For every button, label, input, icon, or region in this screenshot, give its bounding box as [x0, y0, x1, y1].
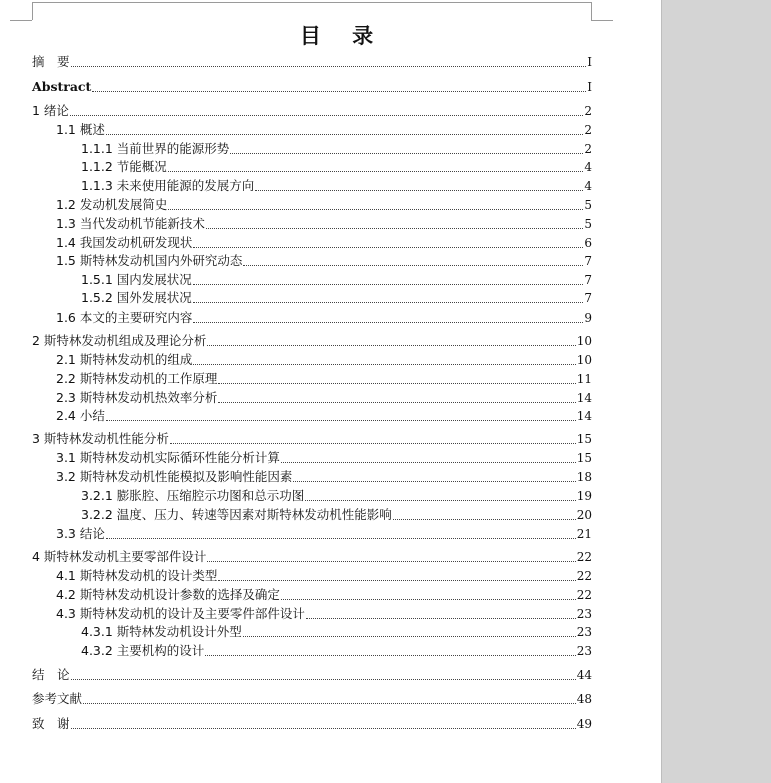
- toc-entry-label: 1.1.3 未来使用能源的发展方向: [81, 178, 255, 193]
- toc-page-number: 2: [584, 123, 592, 137]
- toc-entry[interactable]: [56, 587, 592, 603]
- toc-entry-label: 1.1.2 节能概况: [81, 159, 167, 174]
- toc-leader-dots: [206, 227, 584, 229]
- toc-page-number: 6: [584, 236, 592, 250]
- toc-entry[interactable]: [81, 507, 592, 523]
- toc-entry-label: 4.3.2 主要机构的设计: [81, 643, 205, 658]
- toc-page-number: 10: [576, 353, 592, 367]
- toc-entry-label: 3.2 斯特林发动机性能模拟及影响性能因素: [56, 469, 293, 484]
- toc-page-number: 4: [584, 160, 592, 174]
- toc-leader-dots: [92, 90, 586, 92]
- toc-page-number: 48: [576, 692, 592, 706]
- toc-page-number: 18: [576, 470, 592, 484]
- toc-entry[interactable]: [56, 253, 592, 269]
- crop-mark-top-left: [32, 2, 55, 20]
- toc-entry[interactable]: [56, 408, 592, 424]
- toc-page-number: 20: [576, 508, 592, 522]
- toc-entry[interactable]: [32, 431, 592, 447]
- toc-entry-label: 4 斯特林发动机主要零部件设计: [32, 549, 207, 564]
- toc-entry-label: 2.2 斯特林发动机的工作原理: [56, 371, 218, 386]
- toc-leader-dots: [218, 382, 575, 384]
- toc-leader-dots: [207, 560, 575, 562]
- toc-leader-dots: [168, 170, 584, 172]
- toc-page-number: 15: [576, 451, 592, 465]
- toc-entry[interactable]: [56, 450, 592, 466]
- toc-entry[interactable]: [32, 79, 592, 95]
- toc-page-number: I: [587, 80, 592, 94]
- toc-leader-dots: [70, 114, 583, 116]
- toc-leader-dots: [306, 617, 576, 619]
- toc-entry-label: 2.3 斯特林发动机热效率分析: [56, 390, 218, 405]
- toc-entry[interactable]: [32, 333, 592, 349]
- toc-entry-label: 1.3 当代发动机节能新技术: [56, 216, 205, 231]
- toc-leader-dots: [243, 635, 576, 637]
- toc-leader-dots: [193, 301, 584, 303]
- toc-leader-dots: [293, 480, 575, 482]
- toc-entry[interactable]: [81, 488, 592, 504]
- toc-entry[interactable]: [81, 178, 592, 194]
- toc-leader-dots: [305, 499, 575, 501]
- toc-page-number: 23: [576, 644, 592, 658]
- toc-leader-dots: [255, 189, 583, 191]
- toc-entry[interactable]: [81, 159, 592, 175]
- toc-page-number: 22: [576, 569, 592, 583]
- toc-entry-label: 1.5.1 国内发展状况: [81, 272, 192, 287]
- toc-leader-dots: [168, 208, 583, 210]
- toc-entry[interactable]: [32, 103, 592, 119]
- toc-entry-label: 4.3 斯特林发动机的设计及主要零件部件设计: [56, 606, 305, 621]
- toc-page-number: 23: [576, 607, 592, 621]
- toc-leader-dots: [218, 579, 575, 581]
- toc-entry-label: 1.1 概述: [56, 122, 105, 137]
- toc-entry[interactable]: [56, 526, 592, 542]
- toc-entry-label: 2.1 斯特林发动机的组成: [56, 352, 193, 367]
- toc-title: 目 录: [299, 23, 386, 48]
- toc-entry-label: 1.5 斯特林发动机国内外研究动态: [56, 253, 243, 268]
- toc-leader-dots: [281, 598, 576, 600]
- toc-entry[interactable]: [81, 624, 592, 640]
- toc-page-number: 4: [584, 179, 592, 193]
- toc-page-number: 22: [576, 588, 592, 602]
- toc-entry[interactable]: [32, 716, 592, 732]
- toc-page-number: 22: [576, 550, 592, 564]
- toc-entry[interactable]: [56, 310, 592, 326]
- toc-entry-label: 3 斯特林发动机性能分析: [32, 431, 169, 446]
- toc-entry[interactable]: [81, 290, 592, 306]
- toc-page-number: 14: [576, 409, 592, 423]
- toc-entry-label: 致 谢: [32, 716, 70, 731]
- toc-entry[interactable]: [56, 390, 592, 406]
- toc-entry-label: 1.2 发动机发展简史: [56, 197, 168, 212]
- toc-entry[interactable]: [56, 197, 592, 213]
- toc-page-number: 11: [576, 372, 592, 386]
- toc-entry[interactable]: [32, 549, 592, 565]
- toc-leader-dots: [71, 678, 576, 680]
- toc-entry-label: 3.2.1 膨胀腔、压缩腔示功图和总示功图: [81, 488, 305, 503]
- toc-page-number: 44: [576, 668, 592, 682]
- toc-page-number: 5: [584, 217, 592, 231]
- toc-entry-label: 4.2 斯特林发动机设计参数的选择及确定: [56, 587, 280, 602]
- toc-entry[interactable]: [56, 235, 592, 251]
- toc-page-number: 7: [584, 254, 592, 268]
- toc-page-number: I: [587, 55, 592, 69]
- toc-entry[interactable]: [56, 606, 592, 622]
- toc-entry-label: 参考文献: [32, 691, 83, 706]
- toc-entry-label: 3.1 斯特林发动机实际循环性能分析计算: [56, 450, 280, 465]
- toc-entry[interactable]: [32, 667, 592, 683]
- toc-leader-dots: [243, 264, 583, 266]
- toc-page-number: 9: [584, 311, 592, 325]
- toc-entry[interactable]: [56, 352, 592, 368]
- toc-page-number: 5: [584, 198, 592, 212]
- toc-leader-dots: [106, 133, 584, 135]
- toc-entry-label: Abstract: [32, 79, 92, 94]
- toc-page-number: 23: [576, 625, 592, 639]
- toc-entry[interactable]: [56, 216, 592, 232]
- toc-leader-dots: [71, 727, 576, 729]
- toc-entry[interactable]: [32, 691, 592, 707]
- toc-entry-label: 2 斯特林发动机组成及理论分析: [32, 333, 207, 348]
- toc-entry[interactable]: [56, 469, 592, 485]
- toc-leader-dots: [230, 152, 583, 154]
- toc-entry[interactable]: [32, 54, 592, 70]
- toc-entry-label: 1.6 本文的主要研究内容: [56, 310, 193, 325]
- toc-entry[interactable]: [81, 141, 592, 157]
- toc-page-number: 7: [584, 273, 592, 287]
- toc-entry-label: 1 绪论: [32, 103, 69, 118]
- toc-entry-label: 3.2.2 温度、压力、转速等因素对斯特林发动机性能影响: [81, 507, 392, 522]
- toc-leader-dots: [83, 702, 576, 704]
- toc-leader-dots: [106, 419, 576, 421]
- toc-leader-dots: [193, 246, 583, 248]
- toc-entry-label: 1.4 我国发动机研发现状: [56, 235, 193, 250]
- toc-page-number: 2: [584, 104, 592, 118]
- toc-entry-label: 1.5.2 国外发展状况: [81, 290, 192, 305]
- toc-entry-label: 1.1.1 当前世界的能源形势: [81, 141, 230, 156]
- toc-leader-dots: [193, 321, 583, 323]
- toc-entry[interactable]: [56, 568, 592, 584]
- toc-entry[interactable]: [81, 643, 592, 659]
- toc-leader-dots: [106, 537, 576, 539]
- toc-leader-dots: [207, 344, 575, 346]
- toc-leader-dots: [393, 518, 576, 520]
- toc-leader-dots: [281, 461, 576, 463]
- toc-leader-dots: [193, 363, 575, 365]
- toc-entry-label: 4.1 斯特林发动机的设计类型: [56, 568, 218, 583]
- toc-page-number: 2: [584, 142, 592, 156]
- toc-entry-label: 3.3 结论: [56, 526, 105, 541]
- toc-entry[interactable]: [56, 122, 592, 138]
- toc-entry-label: 4.3.1 斯特林发动机设计外型: [81, 624, 242, 639]
- toc-leader-dots: [170, 442, 576, 444]
- toc-leader-dots: [205, 654, 575, 656]
- toc-page-number: 15: [576, 432, 592, 446]
- toc-page-number: 14: [576, 391, 592, 405]
- toc-entry-label: 2.4 小结: [56, 408, 105, 423]
- toc-page-number: 19: [576, 489, 592, 503]
- page-top-border: [33, 2, 591, 3]
- toc-leader-dots: [218, 401, 575, 403]
- toc-entry[interactable]: [81, 272, 592, 288]
- toc-page-number: 21: [576, 527, 592, 541]
- toc-entry[interactable]: [56, 371, 592, 387]
- toc-leader-dots: [71, 65, 587, 67]
- toc-entry-label: 结 论: [32, 667, 70, 682]
- toc-page-number: 7: [584, 291, 592, 305]
- editor-background: [661, 0, 771, 783]
- toc-page-number: 49: [576, 717, 592, 731]
- toc-page-number: 10: [576, 334, 592, 348]
- toc-entry-label: 摘 要: [32, 54, 70, 69]
- toc-leader-dots: [193, 283, 584, 285]
- crop-mark-top-right: [591, 2, 592, 20]
